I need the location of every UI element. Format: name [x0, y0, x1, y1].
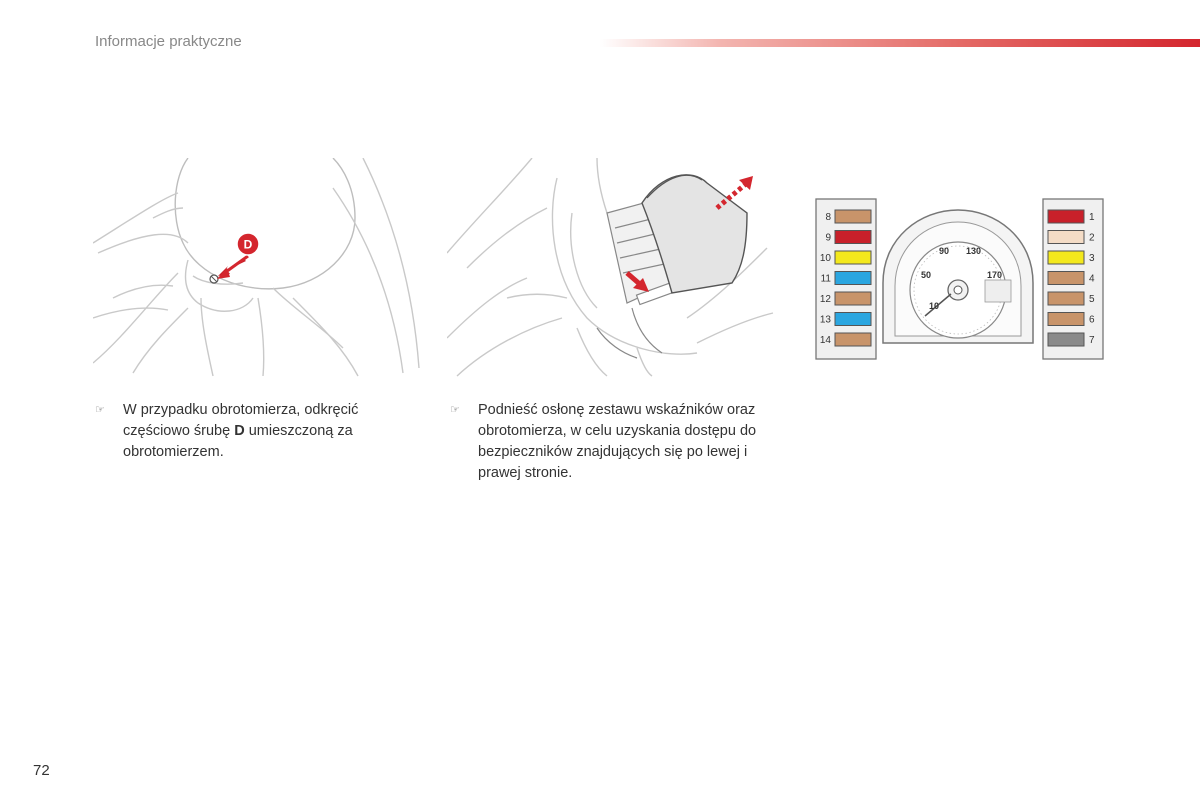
- instruction-cover-text: Podnieść osłonę zestawu wskaźników oraz obrotomierza, w celu uzyskania dostępu do bezpieczników znajdujących się po lewej i prawej stronie.: [478, 402, 757, 481]
- right-fuse-number: 7: [1089, 335, 1095, 346]
- left-fuse-number: 10: [819, 253, 831, 264]
- page-number: 72: [33, 762, 50, 779]
- left-fuse-13: [835, 313, 871, 326]
- right-fuse-7: [1048, 333, 1084, 346]
- fuse-layout-diagram: [815, 198, 1105, 360]
- right-fuse-number: 6: [1089, 314, 1095, 326]
- gauge-label-170: 170: [987, 270, 1003, 280]
- left-fuse-number: 13: [819, 314, 831, 326]
- instruction-cover: [450, 400, 785, 484]
- cover-removal-illustration: [447, 158, 775, 378]
- gauge-label-130: 130: [966, 246, 982, 256]
- right-fuse-5: [1048, 292, 1084, 305]
- left-fuse-number: 14: [819, 335, 831, 346]
- left-fuse-12: [835, 292, 871, 305]
- left-fuse-9: [835, 231, 871, 244]
- hand-bullet-icon: ☞: [95, 404, 105, 416]
- gauge-label-50: 50: [921, 270, 932, 280]
- right-fuse-number: 2: [1089, 232, 1095, 244]
- gauge-label-90: 90: [939, 246, 950, 256]
- right-fuse-1: [1048, 210, 1084, 223]
- callout-letter-d: D: [243, 237, 253, 252]
- right-fuse-number: 4: [1089, 273, 1095, 285]
- gauge-label-10: 10: [929, 301, 940, 311]
- right-fuse-3: [1048, 251, 1084, 264]
- right-fuse-number: 3: [1089, 253, 1095, 264]
- hand-bullet-icon: ☞: [450, 404, 460, 416]
- right-fuse-number: 1: [1089, 212, 1095, 223]
- right-fuse-number: 5: [1089, 294, 1095, 305]
- left-fuse-number: 11: [820, 273, 831, 285]
- left-fuse-8: [835, 210, 871, 223]
- left-fuse-number: 8: [825, 212, 831, 223]
- header-accent-bar: [600, 39, 1200, 47]
- right-fuse-2: [1048, 231, 1084, 244]
- left-fuse-10: [835, 251, 871, 264]
- left-fuse-number: 12: [819, 294, 831, 305]
- left-fuse-number: 9: [825, 232, 831, 244]
- right-fuse-4: [1048, 272, 1084, 285]
- right-fuse-6: [1048, 313, 1084, 326]
- screw-label-d: D: [234, 423, 245, 439]
- section-title: Informacje praktyczne: [95, 33, 242, 50]
- left-fuse-14: [835, 333, 871, 346]
- instruction-tachometer: ☞ W przypadku obrotomierza, odkręcić częściowo śrubę D umieszczoną za obrotomierzem.: [95, 402, 359, 460]
- tachometer-screw-illustration: [93, 158, 421, 378]
- left-fuse-11: [835, 272, 871, 285]
